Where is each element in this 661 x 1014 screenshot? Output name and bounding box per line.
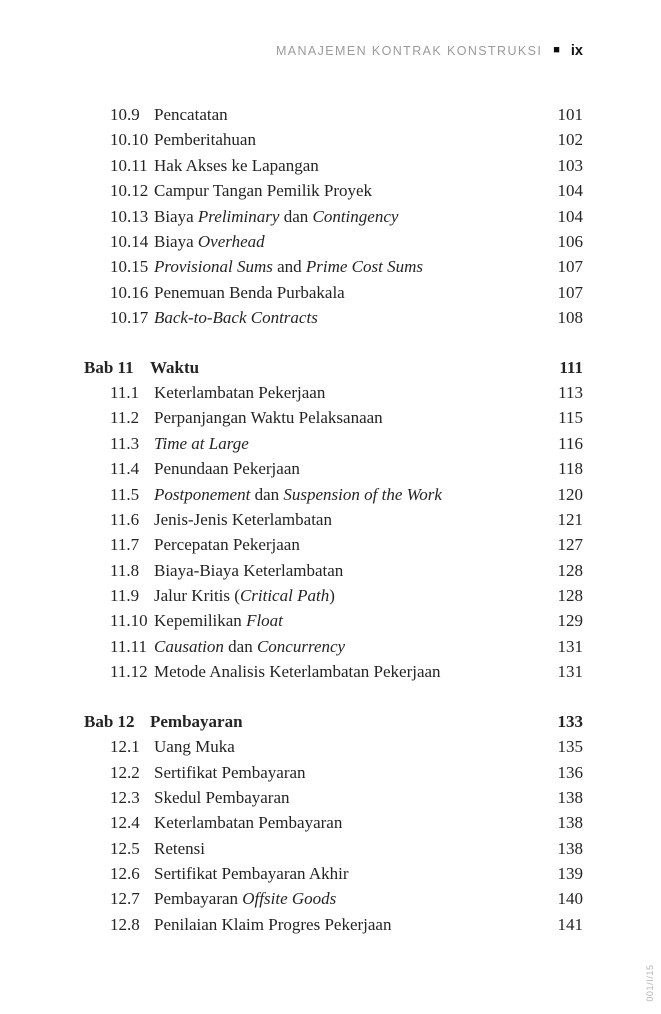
entry-page-number: 131: [557, 662, 583, 682]
entry-title-segment: dan: [279, 206, 313, 226]
entry-title-italic-segment: Overhead: [197, 231, 265, 251]
toc-row: [84, 380, 583, 405]
toc-row: [84, 886, 583, 911]
entry-number: 10.10: [110, 130, 149, 150]
toc-row: [84, 861, 583, 886]
entry-page-number: 104: [557, 181, 583, 201]
entry-title: [154, 482, 549, 507]
entry-page-number: 138: [557, 787, 583, 807]
entry-number: 11.5: [110, 484, 140, 504]
entry-page-number: 108: [557, 308, 583, 327]
entry-page-number: 136: [557, 762, 583, 782]
toc-row: [84, 558, 583, 583]
entry-title-italic-segment: Postponement: [154, 484, 251, 504]
entry-number: 12.5: [110, 838, 140, 858]
entry-page-number: 138: [557, 838, 583, 858]
entry-page-number: 118: [558, 459, 583, 479]
entry-title: [154, 102, 549, 127]
entry-title-segment: Hak Akses ke Lapangan: [154, 155, 319, 175]
entry-title-segment: Keterlambatan Pekerjaan: [154, 383, 326, 403]
entry-title: [154, 659, 549, 684]
toc-row: [84, 810, 583, 835]
toc-row: [84, 204, 583, 229]
entry-title: [154, 785, 549, 810]
entry-number: 10.14: [110, 231, 149, 251]
entry-title-segment: dan: [223, 636, 257, 656]
entry-title: [154, 810, 549, 835]
toc-row: [84, 507, 583, 532]
entry-number: 12.3: [110, 787, 140, 807]
entry-number: 11.12: [110, 662, 148, 682]
entry-title: [154, 912, 549, 937]
toc-row: [84, 305, 583, 330]
toc-row: [84, 229, 583, 254]
entry-number: 11.7: [110, 535, 140, 555]
entry-title-italic-segment: Preliminary: [197, 206, 280, 226]
entry-title-segment: Percepatan Pekerjaan: [154, 535, 300, 555]
toc-row: [84, 760, 583, 785]
entry-title-segment: Keterlambatan Pembayaran: [154, 813, 343, 833]
entry-title: [154, 204, 549, 229]
entry-title-italic-segment: Provisional Sums: [154, 257, 273, 277]
entry-title-italic-segment: Back-to-Back Contracts: [154, 308, 318, 327]
entry-title: [154, 229, 549, 254]
entry-title-segment: Pembayaran: [154, 889, 243, 909]
toc-row: [84, 254, 583, 279]
entry-number: 12.1: [110, 737, 140, 757]
entry-page-number: 113: [558, 383, 583, 403]
running-head-title: MANAJEMEN KONTRAK KONSTRUKSI: [275, 44, 543, 58]
entry-page-number: 106: [557, 231, 583, 251]
entry-title-italic-segment: Float: [246, 611, 283, 631]
entry-title: [154, 532, 549, 557]
entry-title: [154, 760, 549, 785]
toc-row: [84, 583, 583, 608]
toc-row: [84, 734, 583, 759]
toc-row: [84, 456, 583, 481]
entry-number: 10.17: [110, 308, 149, 327]
entry-title-italic-segment: Contingency: [312, 206, 399, 226]
entry-title-segment: ): [329, 586, 335, 606]
entry-number: 11.3: [110, 433, 140, 453]
chapter-page-number: 111: [559, 357, 583, 377]
entry-title: [154, 153, 549, 178]
entry-title-italic-segment: Concurrency: [256, 636, 346, 656]
chapter-title: Waktu: [150, 357, 200, 377]
running-header: [276, 43, 583, 59]
entry-title: [154, 734, 549, 759]
entry-page-number: 128: [557, 560, 583, 580]
entry-title: [154, 583, 549, 608]
toc-chapter-heading: [84, 355, 583, 380]
entry-title: [154, 456, 549, 481]
toc-row: [84, 634, 583, 659]
entry-title-segment: Biaya: [154, 231, 198, 251]
entry-title-segment: Penundaan Pekerjaan: [154, 459, 300, 479]
entry-title: [154, 861, 549, 886]
entry-page-number: 135: [557, 737, 583, 757]
entry-title-italic-segment: Offsite Goods: [242, 889, 337, 909]
toc-row: [84, 127, 583, 152]
entry-page-number: 101: [557, 105, 583, 124]
entry-title-segment: Metode Analisis Keterlambatan Pekerjaan: [154, 662, 441, 682]
chapter-number: Bab 12: [84, 711, 135, 731]
entry-number: 11.8: [110, 560, 140, 580]
chapter-number: Bab 11: [84, 357, 134, 377]
entry-page-number: 121: [557, 509, 583, 529]
entry-title-segment: Campur Tangan Pemilik Proyek: [154, 181, 373, 201]
entry-number: 11.1: [110, 383, 140, 403]
entry-title: [154, 380, 549, 405]
entry-title: [154, 608, 549, 633]
entry-title-italic-segment: Suspension of the Work: [283, 484, 442, 504]
entry-page-number: 139: [557, 864, 583, 884]
entry-title-segment: Jalur Kritis (: [154, 586, 240, 606]
entry-page-number: 140: [557, 889, 583, 909]
entry-number: 12.7: [110, 889, 140, 909]
table-of-contents: [84, 102, 583, 937]
entry-title: [154, 405, 549, 430]
entry-number: 11.6: [110, 509, 140, 529]
entry-page-number: 138: [557, 813, 583, 833]
toc-row: [84, 405, 583, 430]
entry-title-segment: dan: [250, 484, 284, 504]
toc-row: [84, 280, 583, 305]
entry-number: 10.15: [110, 257, 149, 277]
page-number-roman: ix: [570, 43, 583, 59]
entry-title-segment: Jenis-Jenis Keterlambatan: [154, 509, 332, 529]
entry-title-italic-segment: Time at Large: [154, 433, 249, 453]
entry-title: [154, 558, 549, 583]
entry-title-segment: Biaya: [154, 206, 198, 226]
entry-title-segment: Retensi: [154, 838, 205, 858]
entry-title-italic-segment: Prime Cost Sums: [305, 257, 424, 277]
entry-title: [154, 507, 549, 532]
entry-title: [154, 836, 549, 861]
entry-page-number: 131: [557, 636, 583, 656]
entry-title-segment: Penilaian Klaim Progres Pekerjaan: [154, 914, 392, 934]
entry-page-number: 115: [558, 408, 583, 428]
entry-number: 10.16: [110, 282, 149, 302]
entry-title-segment: Pemberitahuan: [154, 130, 256, 150]
entry-number: 10.11: [110, 155, 148, 175]
entry-title-italic-segment: Critical Path: [239, 586, 330, 606]
toc-row: [84, 608, 583, 633]
entry-title-segment: Uang Muka: [154, 737, 235, 757]
chapter-page-number: 133: [557, 711, 583, 731]
entry-page-number: 129: [557, 611, 583, 631]
toc-row: [84, 178, 583, 203]
toc-row: [84, 482, 583, 507]
toc-row: [84, 785, 583, 810]
entry-title-segment: Sertifikat Pembayaran Akhir: [154, 864, 349, 884]
square-bullet-icon: ■: [553, 43, 560, 56]
entry-number: 12.6: [110, 864, 140, 884]
entry-page-number: 107: [557, 257, 583, 277]
entry-page-number: 104: [557, 206, 583, 226]
entry-page-number: 116: [558, 433, 583, 453]
entry-title: [154, 280, 549, 305]
entry-title: [154, 127, 549, 152]
toc-row: [84, 153, 583, 178]
entry-title-segment: Penemuan Benda Purbakala: [154, 282, 345, 302]
entry-title-segment: Sertifikat Pembayaran: [154, 762, 306, 782]
entry-page-number: 102: [557, 130, 583, 150]
entry-number: 12.2: [110, 762, 140, 782]
entry-title-segment: Pencatatan: [154, 105, 228, 124]
entry-number: 12.8: [110, 914, 140, 934]
toc-row: [84, 659, 583, 684]
entry-title-segment: Kepemilikan: [154, 611, 247, 631]
toc-row: [84, 532, 583, 557]
entry-number: 10.12: [110, 181, 149, 201]
entry-page-number: 120: [557, 484, 583, 504]
entry-title-segment: and: [272, 257, 306, 277]
entry-title: [154, 431, 549, 456]
entry-page-number: 128: [557, 586, 583, 606]
entry-title-segment: Perpanjangan Waktu Pelaksanaan: [154, 408, 383, 428]
toc-chapter-heading: [84, 709, 583, 734]
entry-title: [154, 305, 549, 330]
entry-number: 11.11: [110, 636, 147, 656]
toc-row: [84, 102, 583, 127]
entry-page-number: 107: [557, 282, 583, 302]
entry-number: 11.4: [110, 459, 140, 479]
entry-page-number: 127: [557, 535, 583, 555]
entry-page-number: 141: [557, 914, 583, 934]
entry-title: [154, 178, 549, 203]
entry-title-segment: Skedul Pembayaran: [154, 787, 290, 807]
entry-number: 11.10: [110, 611, 148, 631]
entry-number: 11.2: [110, 408, 140, 428]
chapter-title: Pembayaran: [150, 711, 243, 731]
toc-row: [84, 431, 583, 456]
print-code: 001/I/15: [645, 964, 655, 1002]
entry-number: 10.13: [110, 206, 149, 226]
entry-number: 11.9: [110, 586, 140, 606]
toc-row: [84, 836, 583, 861]
entry-title: [154, 254, 549, 279]
toc-row: [84, 912, 583, 937]
entry-title-italic-segment: Causation: [154, 636, 224, 656]
entry-number: 12.4: [110, 813, 140, 833]
entry-title: [154, 634, 549, 659]
entry-page-number: 103: [557, 155, 583, 175]
entry-number: 10.9: [110, 105, 140, 124]
entry-title-segment: Biaya-Biaya Keterlambatan: [154, 560, 344, 580]
entry-title: [154, 886, 549, 911]
